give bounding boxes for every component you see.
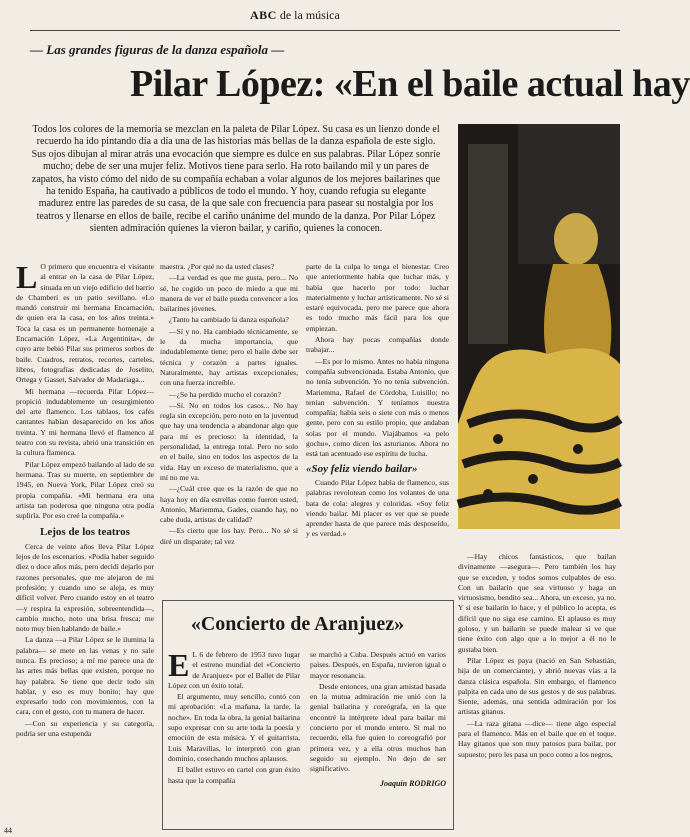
paragraph: se marchó a Cuba. Después actuó en varios países. Después, en España, tuvieron igual o mayor resonancia. bbox=[310, 650, 446, 680]
signature: Joaquín RODRIGO bbox=[379, 778, 446, 788]
pull-quote: «Soy feliz viendo bailar» bbox=[306, 462, 418, 475]
intro-paragraph: Todos los colores de la memoria se mezclan en la paleta de Pilar López. Su casa es un lienzo donde el recuerdo ha ido pintando día a día una de las historias más bellas de la danza española de este siglo. Sus ojos dibujan al mirar atrás una evocación que siempre es dulce en sus palabras. Pilar López sonríe mucho; debe de ser una mujer feliz. Motivos tiene para serlo. Ha roto bailando mil y un pares de zapatos, ha visto cómo del nido de su compañía echaban a volar algunos de los mejores bailarines que ha tenido España, ha cautivado a públicos de todo el mundo. Y hoy, cuando refugia su elegante madurez entre las paredes de su casa, de la que sale con frecuencia para pasear su nostalgia por los teatros y llenarse en ellos de baile, recibe el cariño unánime del mundo de la danza. Por Pilar López sienten admiración quienes la vieron bailar, y cariño, quienes la conocen. bbox=[31, 124, 441, 235]
paragraph: —Sí. No en todos los casos... No hay regla sin excepción, pero noto en la juventud que hay una tendencia a abandonar algo que para mí es precioso: la identidad, la personalidad, la entrega total. Pero no solo en el baile, sino en todos los aspectos de la vida. Hay un exceso de materialismo, que a mí no me va. bbox=[160, 400, 298, 482]
paragraph: parte de la culpa lo tenga el bienestar. Creo que anteriormente había que luchar más, y había que hacerlo por todo: luchar materialmente y luchar artísticamente. No sé si estaré equivocada, pero me parece que ahora es todo mucho más fácil para los que empiezan. bbox=[306, 262, 449, 333]
paragraph: —La raza gitana —dice— tiene algo especial para el flamenco. Más en el baile que en el toque. Hay gitanos que son muy patosos para bailar, por supuesto; pero les pasa un poco como a los negros, bbox=[458, 718, 616, 759]
paragraph: —Es cierto que los hay. Pero... No sé si diré un disparate; tal vez bbox=[160, 526, 298, 546]
paragraph: Desde entonces, una gran amistad basada en la mutua admiración me unió con la genial bailarina y coreógrafa, en la que encontré la intérprete ideal para bailar mi concierto por el mundo entero. Si mal no recuerdo, ella fue quien lo coreografió por primera vez, y a ella otros muchos han seguido su ejemplo. No dejo de ser significativo. bbox=[310, 681, 446, 774]
article-column-1 bbox=[16, 259, 154, 740]
article-column-2 bbox=[160, 262, 298, 548]
paragraph-text: O primero que encuentra el visitante al entrar en la casa de Pilar López, situada en un viejo edificio del barrio de Chamberí es un patio sevillano. «Lo mandó construir mi hermana Encarnación, de quien era la casa, en los años treinta.» Toca la casa es un permanente homenaje a Encarnación López, «La Argentinita», de cuyo arte bebió Pilar sus primeros sorbos de baile. Cuadros, retratos, recortes, carteles, libros, fotografías dedicadas de Joselito, Ortega y Gasset, Salvador de Madariaga... bbox=[16, 262, 154, 385]
drop-cap: L bbox=[16, 259, 38, 295]
dancer-photo bbox=[458, 124, 620, 529]
header-rule bbox=[30, 30, 620, 31]
paragraph bbox=[16, 259, 154, 386]
article-column-4 bbox=[458, 552, 616, 761]
paragraph-text: L 6 de febrero de 1953 tuvo lugar el estreno mundial del «Concierto de Aranjuez» por el Ballet de Pilar López con un éxito total. bbox=[168, 650, 300, 690]
paragraph: ¿Tanto ha cambiado la danza española? bbox=[169, 315, 289, 325]
paragraph: Pilar López es paya (nació en San Sebastián, hija de un comerciante), y abrió nuevas vías a la danza clásica española. Sin embargo, el flamenco palpita en cada uno de sus gestos y de sus palabras. Siente, además, una sentida admiración por los artistas gitanos. bbox=[458, 655, 616, 717]
paragraph: —Sí y no. Ha cambiado técnicamente, se le da mucha importancia, que indudablemente tiene; pero el baile debe ser técnica y corazón a partes iguales. Naturalmente, hay artistas excepcionales, con una fuerza increíble. bbox=[160, 326, 298, 388]
paragraph: —Hay chicos fantásticos, que bailan divinamente —asegura—. Pero también los hay que se exceden, y todos somos culpables de eso. Con un bailarín que sea virtuoso y haga un virtuosismo, bendito sea... Ahora, un exceso, ya no. Y si ese bailarín lo hace, y el público lo acepta, es difícil que no siga ese camino. El aplauso es muy goloso, y un bailarín se puede malear si ve que tiene éxito con algo que a lo mejor a él no le gustaba bien. bbox=[458, 552, 616, 654]
paragraph: El argumento, muy sencillo, contó con mi aprobación: «La mañana, la tarde, la noche». En toda la obra, la genial bailarina supo expresar con su arte toda la poesía y emoción de esta música. Y el guitarrista, Luis Maravillas, lo interpretó con gran dominio, cosechando muchos aplausos. bbox=[168, 692, 300, 763]
section-name: de la música bbox=[279, 8, 340, 22]
paragraph bbox=[168, 647, 300, 691]
subheading: Lejos de los teatros bbox=[40, 526, 130, 539]
brand-logo: ABC bbox=[250, 8, 277, 22]
paragraph: —Con su experiencia y su categoría, podría ser una estupenda bbox=[16, 718, 154, 739]
paragraph: maestra. ¿Por qué no da usted clases? bbox=[160, 262, 275, 271]
paragraph: —Es por lo mismo. Antes no había ninguna compañía subvencionada. Estaba Antonio, que no tenía subvención. Yo no tenía subvención. Mariemma, Rafael de Córdoba, Luisillo; no tenían subvención. Y teníamos nuestra compañía; había seis o siete con más o menos gente, pero con su estilo propio, que andaban solas por el mundo. Viajábamos «a pelo gochu», como dicen los asturianos. Ahora no está tan acentuado ese espíritu de lucha. bbox=[306, 356, 449, 459]
sidebar-column-2 bbox=[310, 650, 446, 789]
paragraph: El ballet estuvo en cartel con gran éxito hasta que la compañía bbox=[168, 765, 300, 785]
paragraph: La danza —a Pilar López se le ilumina la palabra— se mete en las venas y no sale nunca. Es precioso; a mí me parece una de las artes más bellas que existen, porque no hay palabra. Se tiene que decir todo sin hablar, y eso es muy bonito; hay que expresarlo todo con movimientos, con la cara, con el gesto, con tu manera de hacer. bbox=[16, 635, 154, 717]
sidebar-column-1 bbox=[168, 647, 300, 787]
paragraph: —¿Cuál cree que es la razón de que no haya hoy en día estrellas como fueron usted, Antonio, Mariemma, Gades, cuando hay, no cabe duda, artistas de calidad? bbox=[160, 484, 298, 525]
section-header bbox=[250, 8, 340, 23]
kicker: — Las grandes figuras de la danza española — bbox=[30, 42, 285, 57]
paragraph: Cerca de veinte años lleva Pilar López lejos de los escenarios. «Podía haber seguido diez o doce años más, pero decidí dejarlo por razones personales, que me alejaron de mi profesión; y cuando uno se aleja, es muy difícil volver. Pero cuando estoy en el teatro —y respira la expresión, sobreentendida—, cambio mucho, noto una brisa fresca; me noto muy bien hablando de baile.» bbox=[16, 541, 154, 634]
paragraph: —La verdad es que me gusta, pero... No sé, he cogido un poco de miedo a que mi manera de ver el baile pueda convencer a los bailarines jóvenes. bbox=[160, 273, 298, 314]
sidebar-title: «Concierto de Aranjuez» bbox=[190, 613, 405, 635]
drop-cap: E bbox=[168, 647, 190, 683]
paragraph: Cuando Pilar López habla de flamenco, sus palabras revolotean como los volantes de una bata de cola: alegres y coloridas. «Soy feliz viendo bailar. Mi placer es ver que se puede aprender hasta de que parece más desposeído, y es verdad.» bbox=[306, 477, 449, 539]
paragraph: —¿Se ha perdido mucho el corazón? bbox=[169, 389, 281, 399]
article-column-3 bbox=[306, 262, 449, 541]
paragraph: Ahora hay pocas compañías donde trabajar... bbox=[306, 335, 449, 355]
page-number: 44 bbox=[4, 826, 12, 835]
paragraph: Pilar López empezó bailando al lado de su hermana. Tras su muerte, en septiembre de 1945, en Nueva York, Pilar López creó su propia compañía. «Mi hermana era una artista tan poderosa que ninguna otra podía suplirla. Por eso creé la compañía.» bbox=[16, 459, 154, 521]
headline: Pilar López: «En el baile actual hay bbox=[130, 63, 690, 105]
dancer-photo-illustration bbox=[458, 124, 620, 529]
paragraph: Mi hermana —recuerda Pilar López— propició indudablemente un resurgimiento del arte flamenco. Los tablaos, los cafés cantantes habían desaparecido en los años treinta. Y mi hermana llevó el flamenco al teatro con su revista, abrió una transición en la cultura flamenca. bbox=[16, 386, 154, 458]
